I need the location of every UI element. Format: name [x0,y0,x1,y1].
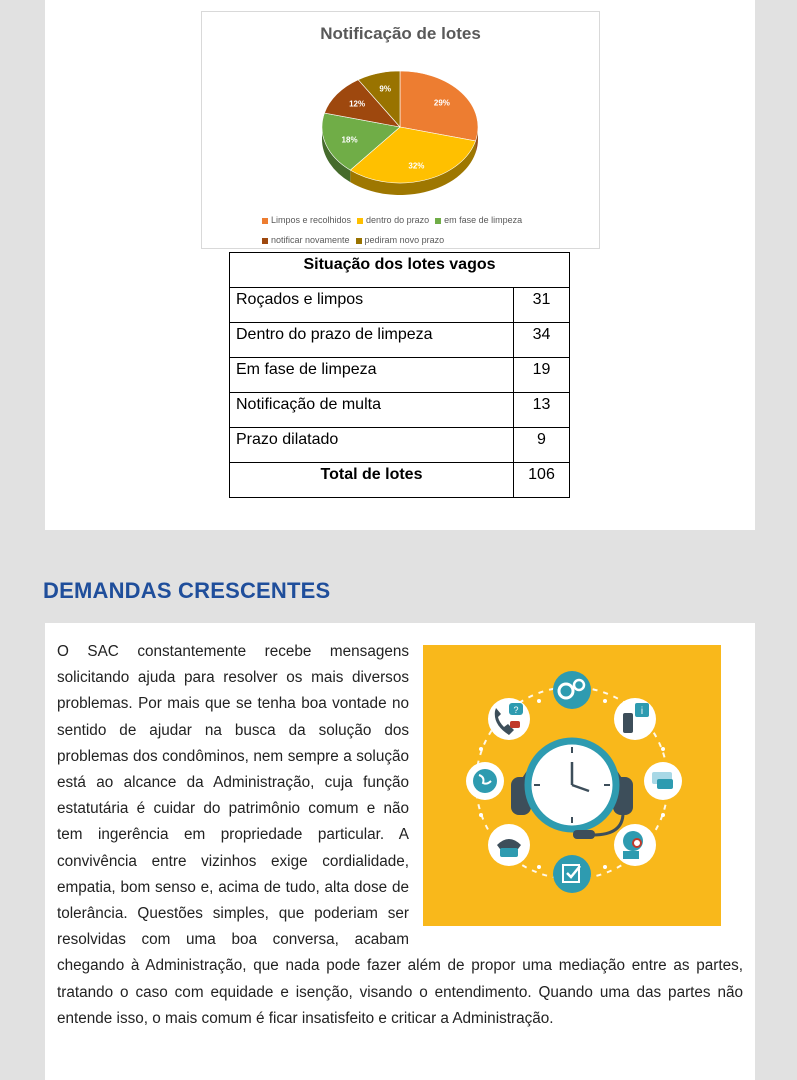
legend-swatch [356,238,362,244]
telephone-icon [488,824,530,866]
row-label: Notificação de multa [230,393,514,428]
table-title: Situação dos lotes vagos [230,253,570,288]
legend-item [435,210,522,230]
table-row [230,358,570,393]
legend-swatch [357,218,363,224]
table-row [230,288,570,323]
row-label: Em fase de limpeza [230,358,514,393]
svg-text:i: i [640,706,644,717]
pie-data-label: 12% [349,99,366,109]
phone-question-icon [488,698,530,740]
total-label: Total de lotes [230,463,514,498]
pie-data-label: 29% [433,98,450,108]
row-value: 31 [514,288,570,323]
headset-person-icon [614,824,656,866]
lots-table [229,252,570,498]
customer-service-illustration [423,645,721,926]
legend-swatch [262,218,268,224]
legend-item [357,210,429,230]
checklist-icon [553,855,591,893]
row-value: 34 [514,323,570,358]
svg-text:?: ? [513,705,519,715]
article-body: O SAC constantemente recebe mensagens solicitando ajuda para resolver os mais diversos problemas. Por mais que se tenha boa vontade no sentido de ajudar na busca da solução dos problemas dos condôminos, nem sempre a solução está ao alcance da Administração, cuja função estatutária é cuidar do patrimônio comum e não tem ingerência em propriedade particular. A convivência entre vizinhos exige cordialidade, empatia, bom senso e, acima de tudo, alta dose de tolerância. Questões simples, que poderiam ser resolvidas com uma boa conversa, acabam chegando à Administração, que nada pode fazer além de propor uma mediação entre as partes, tratando o caso com equidade e isenção, visando o entendimento. Quando uma das partes não entende isso, o mais comum é ficar insatisfeito e criticar a Administração. [57,643,743,1027]
legend-label: dentro do prazo [366,215,430,225]
legend-swatch [435,218,441,224]
row-label: Dentro do prazo de limpeza [230,323,514,358]
legend-swatch [262,238,268,244]
row-value: 9 [514,428,570,463]
globe-icon [466,762,504,800]
pie-data-label: 18% [341,135,358,145]
chart-legend [262,210,562,250]
section-title: DEMANDAS CRESCENTES [43,578,331,603]
table-row [230,393,570,428]
legend-item [262,210,351,230]
legend-item [262,230,350,250]
table-total-row [230,463,570,498]
legend-label: Limpos e recolhidos [271,215,352,225]
legend-label: em fase de limpeza [444,215,523,225]
row-label: Prazo dilatado [230,428,514,463]
chat-icon [644,762,682,800]
table-header-row [230,253,570,288]
row-value: 19 [514,358,570,393]
article-card [45,623,755,1080]
chart-title: Notificação de lotes [320,24,481,43]
total-value: 106 [514,463,570,498]
legend-item [356,230,445,250]
pie-chart [201,11,600,249]
pie-data-label: 32% [408,161,425,171]
table-row [230,323,570,358]
legend-label: pediram novo prazo [364,235,445,245]
row-label: Roçados e limpos [230,288,514,323]
article-text [57,639,743,1032]
mobile-info-icon [614,698,656,740]
legend-label: notificar novamente [271,235,350,245]
pie-data-label: 9% [379,84,391,94]
row-value: 13 [514,393,570,428]
table-row [230,428,570,463]
gears-icon [553,671,591,709]
